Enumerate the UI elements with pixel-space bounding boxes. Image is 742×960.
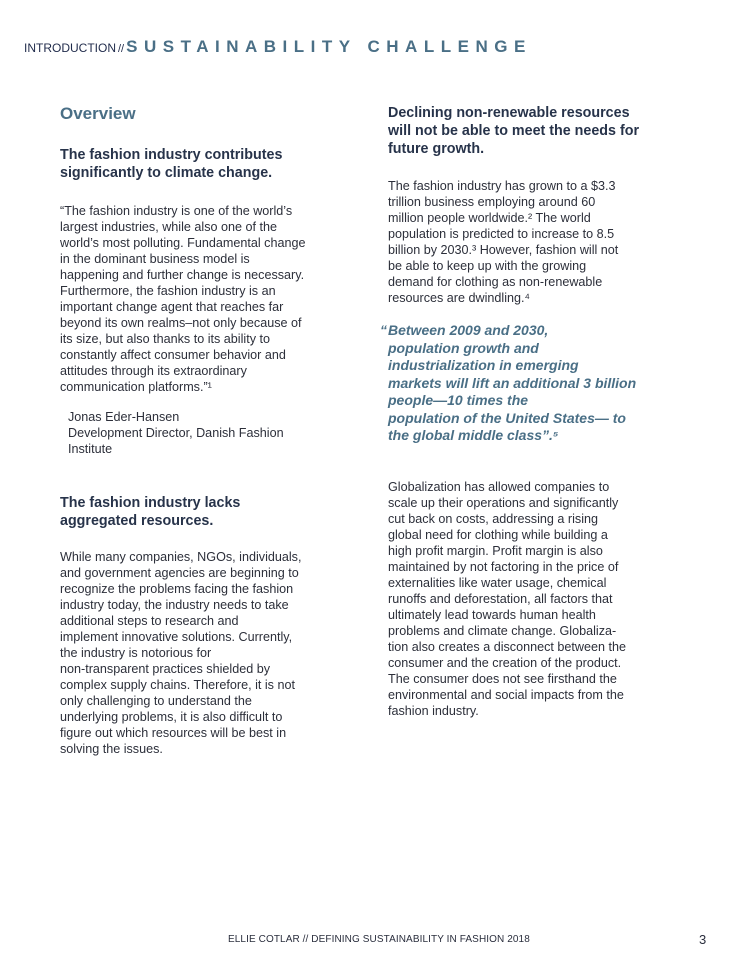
pull-quote-line: markets will lift an additional 3 billion — [388, 374, 637, 391]
paragraph-line: cut back on costs, addressing a rising — [388, 511, 599, 526]
quote-line: Furthermore, the fashion industry is an — [60, 284, 276, 298]
industry-quote — [60, 203, 328, 395]
globalization-paragraph — [388, 479, 653, 719]
paragraph-line: global need for clothing while building a — [388, 527, 608, 542]
overview-heading: Overview — [60, 104, 136, 123]
quote-line: its size, but also thanks to its ability to — [60, 332, 270, 346]
page-number: 3 — [699, 932, 707, 947]
paragraph-line: externalities like water usage, chemical — [388, 575, 607, 590]
paragraph-line: be able to keep up with the growing — [388, 259, 587, 273]
paragraph-line: only challenging to understand the — [60, 694, 252, 708]
paragraph-line: trillion business employing around 60 — [388, 195, 596, 209]
paragraph-line: recognize the problems facing the fashion — [60, 582, 294, 596]
paragraph-line: additional steps to research and — [60, 614, 239, 628]
heading-line: Declining non-renewable resources — [388, 105, 630, 121]
attribution-name: Jonas Eder-Hansen — [68, 410, 180, 424]
aggregated-resources-paragraph — [60, 549, 328, 757]
quote-line: largest industries, while also one of the — [60, 220, 278, 234]
pull-quote-line: industrialization in emerging — [388, 357, 579, 373]
paragraph-line: industry today, the industry needs to take — [60, 598, 289, 612]
paragraph-line: population is predicted to increase to 8.5 — [388, 227, 615, 241]
quote-line: beyond its own realms–not only because of — [60, 316, 302, 330]
paragraph-line: complex supply chains. Therefore, it is not — [60, 678, 295, 692]
paragraph-line: non-transparent practices shielded by — [60, 662, 271, 676]
pull-quote-line: people—10 times the — [388, 392, 529, 408]
heading-line: aggregated resources. — [60, 513, 214, 529]
paragraph-line: underlying problems, it is also difficult to — [60, 710, 283, 724]
paragraph-line: resources are dwindling.⁴ — [388, 291, 530, 305]
section-label: INTRODUCTION — [24, 41, 116, 55]
paragraph-line: high profit margin. Profit margin is also — [388, 543, 603, 558]
paragraph-line: The consumer does not see firsthand the — [388, 671, 617, 686]
paragraph-line: demand for clothing as non-renewable — [388, 275, 603, 289]
paragraph-line: solving the issues. — [60, 742, 163, 756]
quote-line: important change agent that reaches far — [60, 300, 284, 314]
paragraph-line: Globalization has allowed companies to — [388, 479, 610, 494]
aggregated-resources-heading — [60, 494, 328, 530]
quote-line: constantly affect consumer behavior and — [60, 348, 286, 362]
page-header — [24, 37, 532, 57]
growth-paragraph — [388, 178, 653, 306]
quote-attribution — [68, 409, 328, 457]
left-column — [60, 104, 328, 757]
open-quote-mark: “ — [380, 322, 387, 338]
pull-quote-line: population of the United States— to — [388, 409, 626, 426]
paragraph-line: runoffs and deforestation, all factors that — [388, 591, 613, 606]
pull-quote — [380, 322, 653, 445]
paragraph-line: problems and climate change. Globaliza- — [388, 623, 617, 638]
climate-change-heading-text: The fashion industry contributes significantly to climate change. — [60, 147, 283, 181]
paragraph-line: figure out which resources will be best in — [60, 726, 287, 740]
paragraph-line: and government agencies are beginning to — [60, 566, 299, 580]
quote-line: happening and further change is necessary. — [60, 268, 305, 282]
footer-text: ELLIE COTLAR // DEFINING SUSTAINABILITY IN FASHION 2018 — [228, 934, 530, 945]
quote-line: “The fashion industry is one of the world’s — [60, 204, 293, 218]
quote-line: communication platforms.”¹ — [60, 380, 212, 394]
right-column — [380, 104, 653, 719]
paragraph-line: tion also creates a disconnect between the — [388, 639, 627, 654]
pull-quote-line: Between 2009 and 2030, — [388, 322, 549, 338]
header-separator: // — [118, 43, 125, 55]
heading-line: The fashion industry lacks — [60, 495, 241, 511]
paragraph-line: implement innovative solutions. Currently, — [60, 630, 293, 644]
paragraph-line: maintained by not factoring in the price of — [388, 559, 619, 574]
paragraph-line: billion by 2030.³ However, fashion will not — [388, 243, 619, 257]
climate-change-heading — [60, 146, 310, 182]
paragraph-line: ultimately lead towards human health — [388, 607, 596, 622]
paragraph-line: scale up their operations and significantly — [388, 495, 619, 510]
pull-quote-line: population growth and — [388, 339, 539, 356]
section-title: SUSTAINABILITY CHALLENGE — [126, 37, 532, 56]
paragraph-line: the industry is notorious for — [60, 646, 212, 660]
quote-line: world’s most polluting. Fundamental change — [60, 236, 306, 250]
paragraph-line: The fashion industry has grown to a $3.3 — [388, 179, 616, 193]
paragraph-line: While many companies, NGOs, individuals, — [60, 550, 302, 564]
paragraph-line: consumer and the creation of the product. — [388, 655, 622, 670]
paragraph-line: fashion industry. — [388, 703, 479, 718]
attribution-title-line: Institute — [68, 442, 113, 456]
quote-line: in the dominant business model is — [60, 252, 250, 266]
quote-line: attitudes through its extraordinary — [60, 364, 247, 378]
heading-line: future growth. — [388, 141, 485, 157]
pull-quote-line: the global middle class”.⁵ — [388, 427, 559, 443]
attribution-title-line: Development Director, Danish Fashion — [68, 426, 284, 440]
paragraph-line: million people worldwide.² The world — [388, 211, 591, 225]
non-renewable-heading — [388, 104, 653, 158]
heading-line: will not be able to meet the needs for — [388, 123, 640, 139]
paragraph-line: environmental and social impacts from the — [388, 687, 624, 702]
